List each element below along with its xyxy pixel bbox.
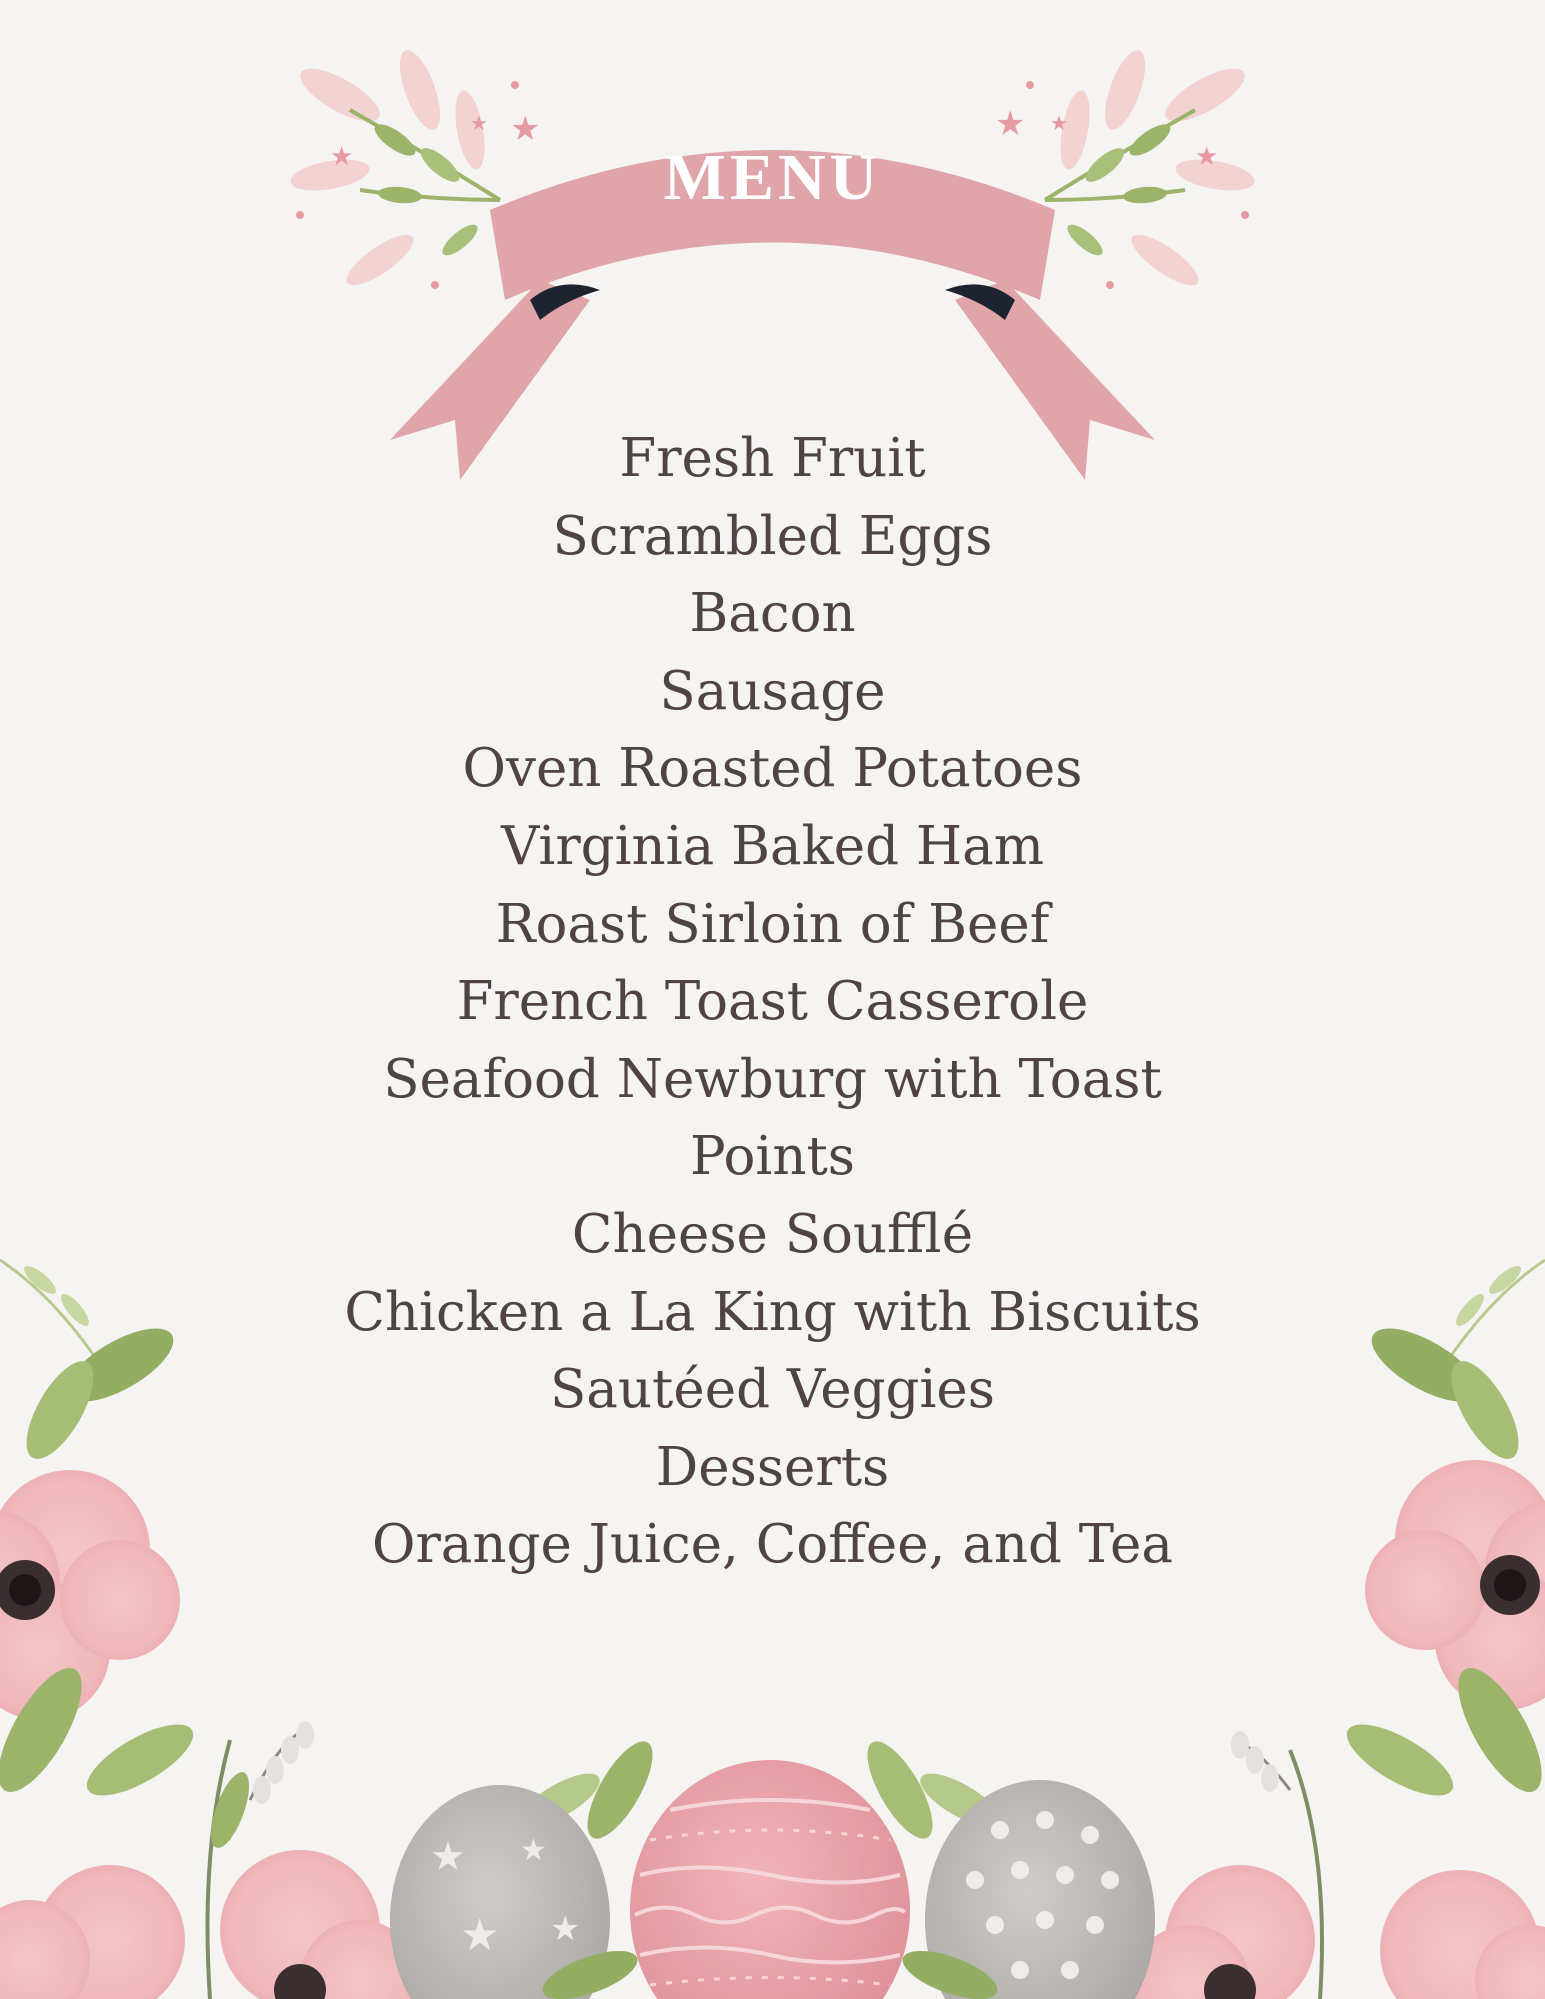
menu-list — [0, 420, 1545, 1584]
menu-item: Virginia Baked Ham — [501, 815, 1044, 877]
easter-eggs — [390, 1732, 1155, 1999]
svg-text:★: ★ — [1195, 142, 1219, 172]
menu-item: Oven Roasted Potatoes — [462, 738, 1083, 800]
menu-item: Sausage — [659, 660, 886, 722]
svg-text:★: ★ — [430, 1834, 466, 1880]
menu-item: Sautéed Veggies — [550, 1359, 995, 1421]
menu-item: Cheese Soufflé — [571, 1203, 974, 1265]
svg-text:★: ★ — [510, 109, 541, 149]
banner-title: MENU — [663, 141, 882, 214]
menu-item: Desserts — [655, 1436, 890, 1498]
menu-item: French Toast Casserole — [456, 971, 1089, 1033]
menu-item: Fresh Fruit — [619, 428, 926, 489]
svg-text:★: ★ — [1050, 111, 1068, 135]
svg-text:★: ★ — [995, 104, 1026, 144]
svg-text:★: ★ — [460, 1910, 500, 1961]
menu-item: Orange Juice, Coffee, and Tea — [372, 1514, 1173, 1576]
menu-item: Points — [689, 1126, 855, 1188]
menu-item: Seafood Newburg with Toast — [383, 1048, 1162, 1110]
menu-item: Roast Sirloin of Beef — [495, 893, 1050, 955]
menu-item: Chicken a La King with Biscuits — [344, 1281, 1201, 1343]
svg-text:★: ★ — [520, 1833, 547, 1868]
svg-text:★: ★ — [550, 1909, 581, 1949]
menu-item: Bacon — [689, 583, 856, 645]
svg-text:★: ★ — [330, 142, 354, 172]
svg-text:★: ★ — [470, 111, 488, 135]
menu-item: Scrambled Eggs — [552, 505, 993, 567]
